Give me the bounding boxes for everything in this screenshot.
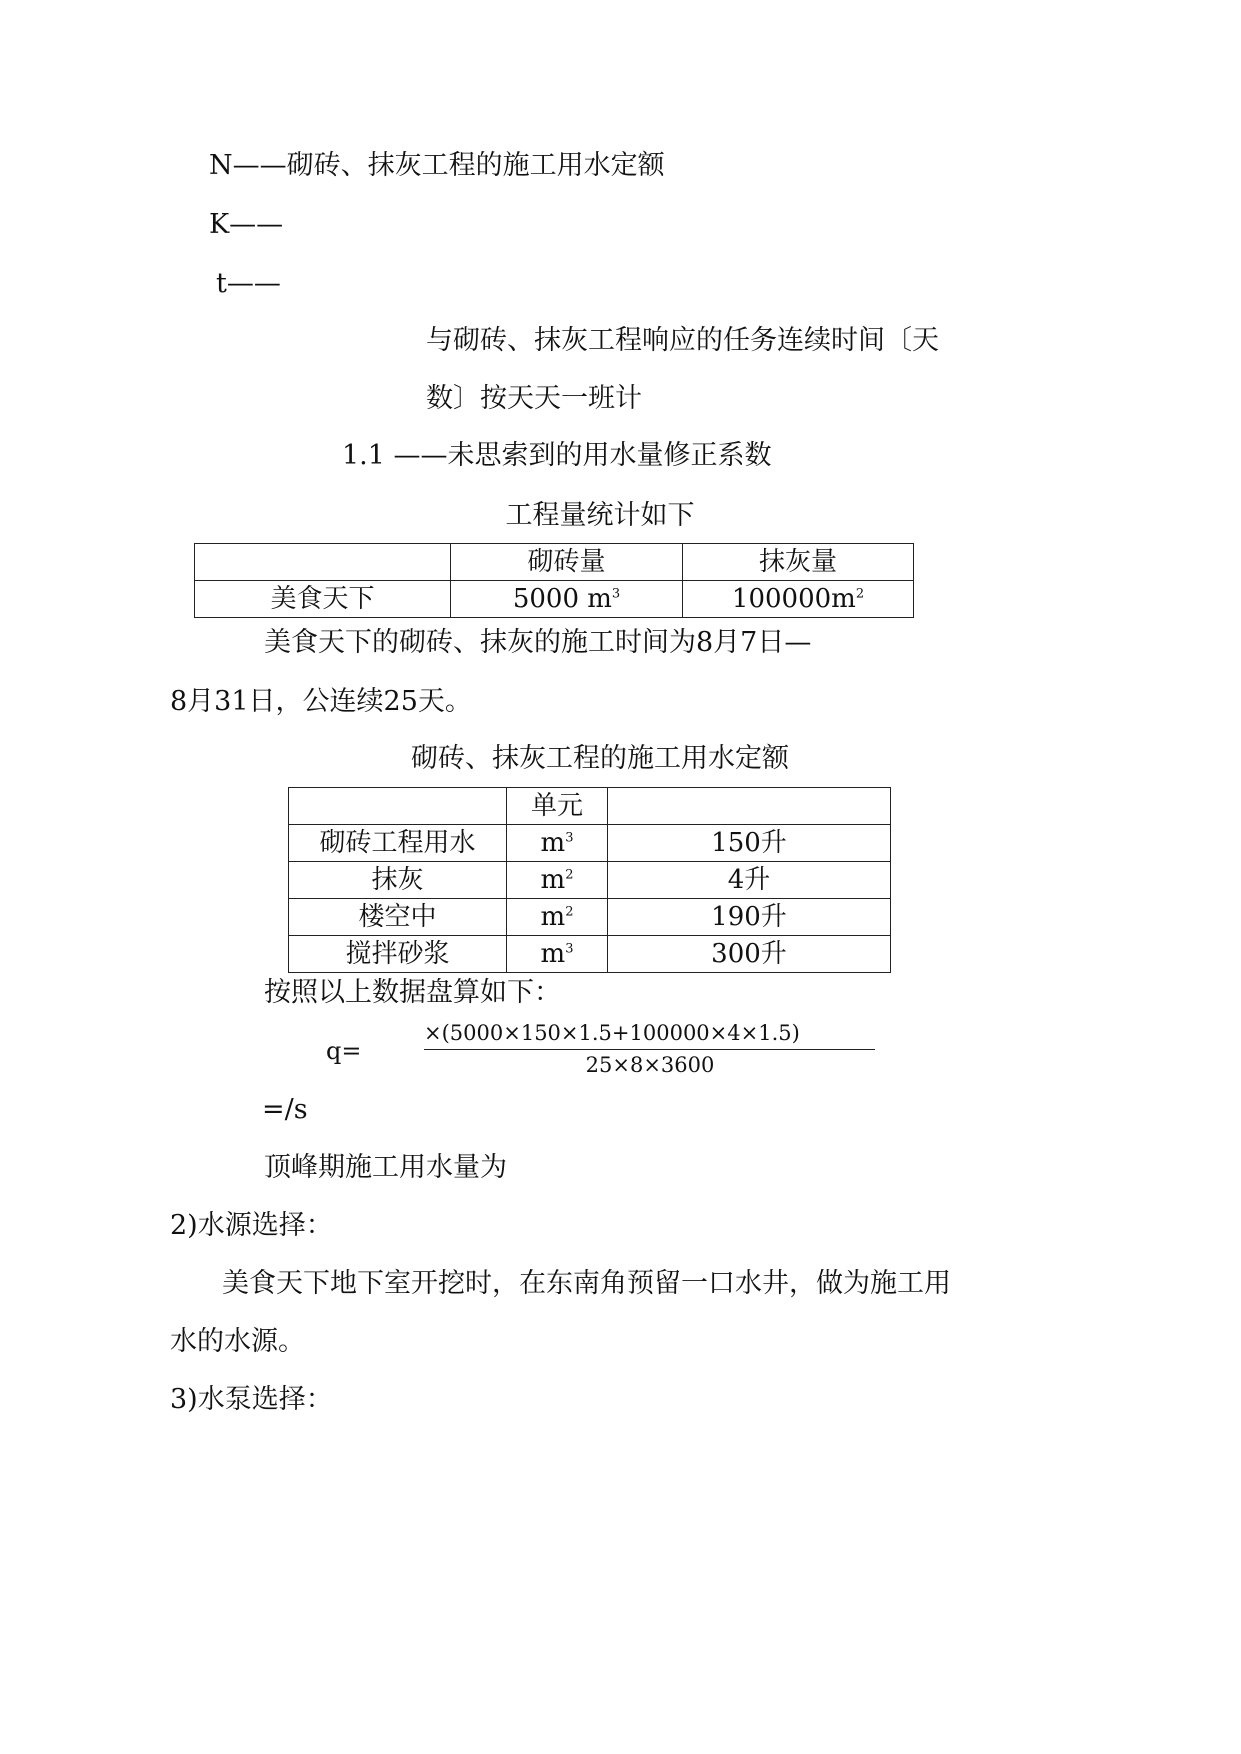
water-quota-table xyxy=(288,787,891,973)
definition-t-description-line1: 与砌砖、抹灰工程响应的任务连续时间〔天 xyxy=(426,325,939,356)
section-water-source-body-line1: 美食天下地下室开挖时，在东南角预留一口水井，做为施工用 xyxy=(222,1268,951,1299)
formula-q-label: q= xyxy=(326,1037,362,1065)
table-cell-unit: $m^2$ xyxy=(507,899,608,936)
table-header-cell xyxy=(195,544,451,581)
table1-title: 工程量统计如下 xyxy=(505,500,695,531)
table-header-row xyxy=(289,788,891,825)
table-row xyxy=(289,899,891,936)
table-cell-name: 搅拌砂浆 xyxy=(289,936,507,973)
section-pump-heading: 3)水泵选择： xyxy=(170,1384,333,1415)
table-row xyxy=(289,825,891,862)
table-cell-plaster: $100000m^2$ xyxy=(683,581,914,618)
table-cell-name: 砌砖工程用水 xyxy=(289,825,507,862)
definition-k: K—— xyxy=(209,209,284,240)
definition-coefficient: 1.1 ——未思索到的用水量修正系数 xyxy=(342,440,772,471)
table-cell-unit: $m^3$ xyxy=(507,936,608,973)
table-row xyxy=(289,862,891,899)
table-header-cell: 抹灰量 xyxy=(683,544,914,581)
unit-superscript: 2 xyxy=(855,586,865,602)
paragraph-schedule-line1: 美食天下的砌砖、抹灰的施工时间为8月7日— xyxy=(264,627,812,658)
table-header-row xyxy=(195,544,914,581)
formula-denominator: 25×8×3600 xyxy=(585,1053,715,1077)
peak-water-usage: 顶峰期施工用水量为 xyxy=(264,1152,507,1183)
table-row xyxy=(289,936,891,973)
table-cell-name: 楼空中 xyxy=(289,899,507,936)
table-cell-brick: 5000 $m^3$ xyxy=(451,581,683,618)
calculation-intro: 按照以上数据盘算如下： xyxy=(264,977,561,1008)
definition-t-description-line2: 数〕按天天一班计 xyxy=(426,383,642,414)
table-cell-unit: $m^2$ xyxy=(507,862,608,899)
table-cell-value: 190升 xyxy=(608,899,891,936)
table-header-cell: 砌砖量 xyxy=(451,544,683,581)
table-header-cell: 单元 xyxy=(507,788,608,825)
table-cell-name: 抹灰 xyxy=(289,862,507,899)
definition-n: N——砌砖、抹灰工程的施工用水定额 xyxy=(209,150,665,181)
paragraph-schedule-line2: 8月31日，公连续25天。 xyxy=(170,686,472,717)
table-cell-value: 150升 xyxy=(608,825,891,862)
table-row xyxy=(195,581,914,618)
table-cell-value: 300升 xyxy=(608,936,891,973)
table-header-cell xyxy=(289,788,507,825)
unit-superscript: 3 xyxy=(611,586,621,602)
formula-numerator: ×(5000×150×1.5+100000×4×1.5) xyxy=(424,1021,800,1045)
formula-fraction-bar xyxy=(424,1049,875,1050)
table2-title: 砌砖、抹灰工程的施工用水定额 xyxy=(411,743,789,774)
table-cell-value: 4升 xyxy=(608,862,891,899)
table-header-cell xyxy=(608,788,891,825)
quantity-table xyxy=(194,543,914,618)
section-water-source-body-line2: 水的水源。 xyxy=(170,1326,305,1357)
definition-t: t—— xyxy=(216,268,281,299)
table-cell-name: 美食天下 xyxy=(195,581,451,618)
table-cell-unit: $m^3$ xyxy=(507,825,608,862)
section-water-source-heading: 2)水源选择： xyxy=(170,1210,333,1241)
calculation-result: =/s xyxy=(262,1094,308,1125)
